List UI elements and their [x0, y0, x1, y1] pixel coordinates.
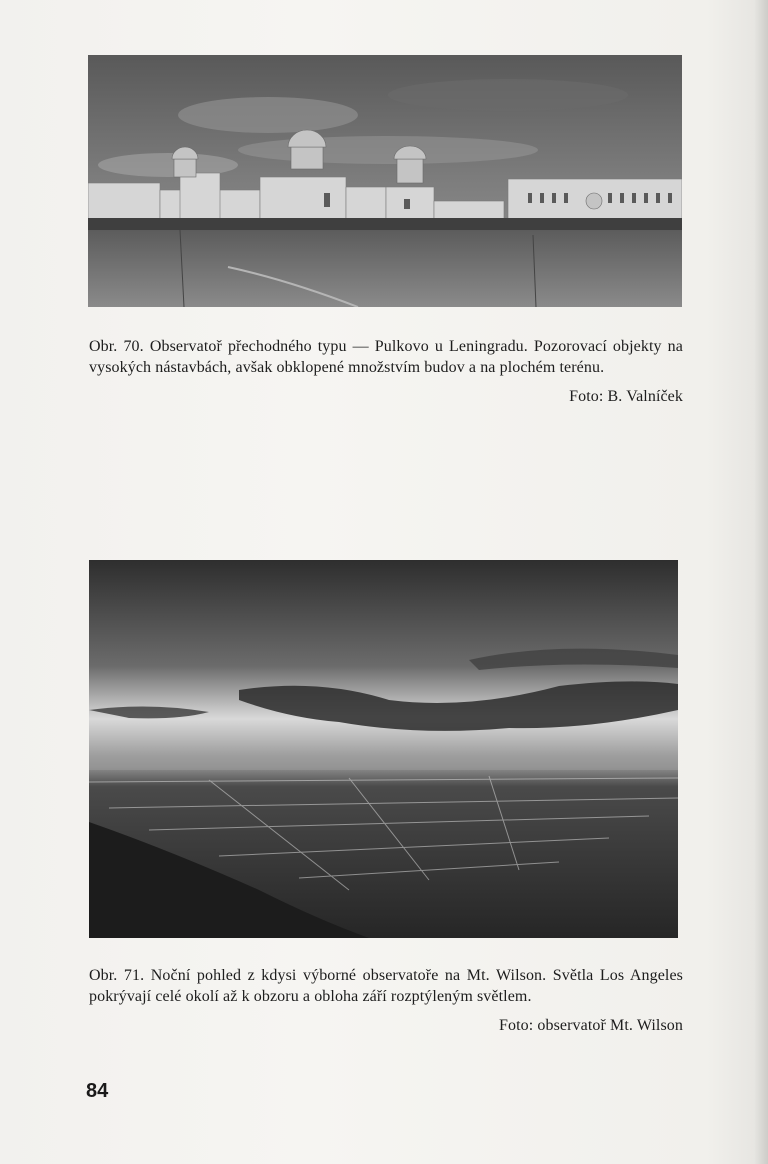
page-edge-shadow: [754, 0, 768, 1164]
figure-70-label: Obr. 70.: [89, 338, 144, 355]
figure-71-caption: [89, 965, 683, 1007]
figure-70-caption-block: [89, 336, 683, 407]
page-number: 84: [86, 1080, 109, 1102]
photo-pulkovo-image: [88, 55, 682, 307]
photo-mt-wilson-night: [89, 560, 678, 938]
figure-71-credit: Foto: observatoř Mt. Wilson: [499, 1017, 683, 1034]
figure-70-caption: [89, 336, 683, 378]
photo-mt-wilson-image: [89, 560, 678, 938]
figure-70-credit: Foto: B. Valníček: [569, 388, 683, 405]
figure-71-label: Obr. 71.: [89, 967, 145, 984]
figure-71-caption-text: Noční pohled z kdysi výborné observatoře na Mt. Wilson. Světla Los Angeles pokrývají celé okolí až k obzoru a obloha září rozptýleným světlem.: [89, 967, 683, 1005]
figure-71-caption-block: [89, 965, 683, 1036]
figure-70-caption-text: Observatoř přechodného typu — Pulkovo u Leningradu. Pozorovací objekty na vysokých nástavbách, avšak obklopené množstvím budov a na plochém terénu.: [89, 338, 683, 376]
photo-pulkovo-observatory: [88, 55, 682, 307]
